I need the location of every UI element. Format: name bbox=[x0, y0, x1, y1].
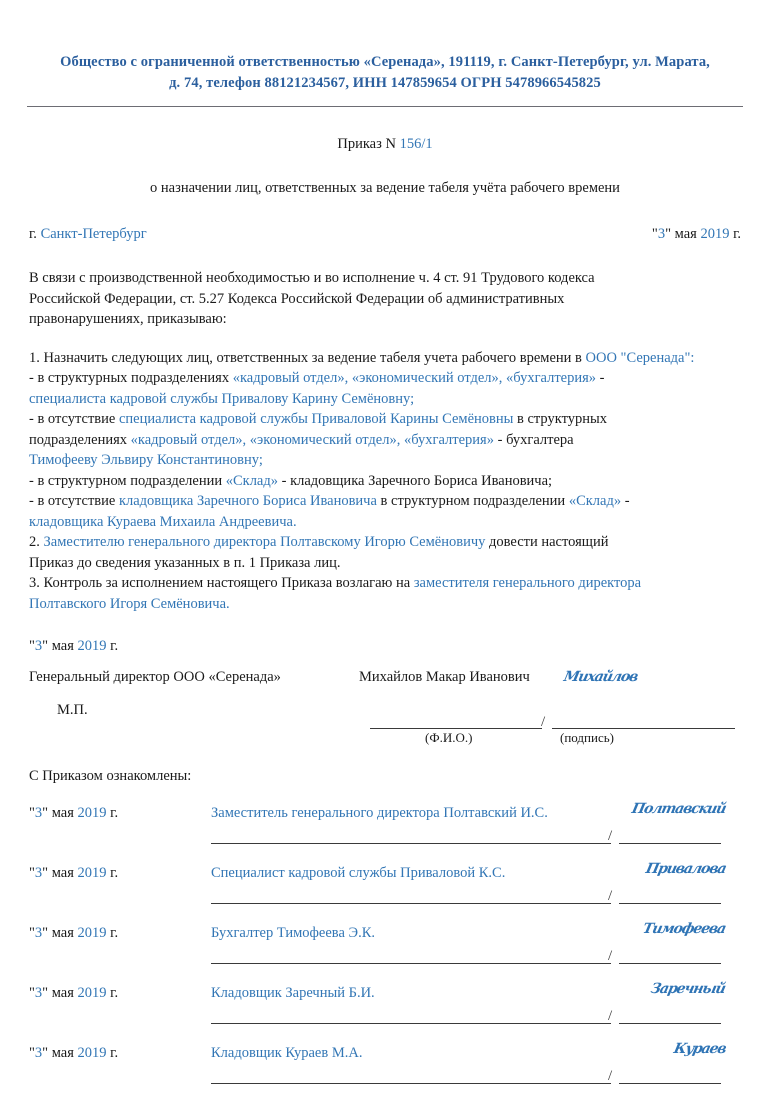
fio-caption: (Ф.И.О.) bbox=[425, 730, 473, 745]
clause-3-departments: «кадровый отдел», «экономический отдел», «бухгалтерия» bbox=[130, 431, 494, 448]
ack-name-line bbox=[211, 1023, 611, 1024]
clause-2-line-2: специалиста кадровой службы Привалову Карину Семёновну; bbox=[29, 390, 415, 407]
clause-6-suffix: довести настоящий bbox=[485, 534, 609, 550]
clause-2-line-1 bbox=[29, 368, 741, 389]
document-date bbox=[652, 226, 741, 243]
clause-3-suffix: в структурных bbox=[513, 411, 607, 427]
sig-date-quote-close: " bbox=[42, 638, 52, 654]
ack-person-name: Заместитель генерального директора Полтавский И.С. bbox=[211, 805, 548, 821]
ack-signature-script: Полтавский bbox=[630, 801, 727, 817]
ack-person-name: Специалист кадровой службы Приваловой К.С. bbox=[211, 865, 506, 881]
clause-4-department: «Склад» bbox=[225, 472, 278, 489]
separator-slash: / bbox=[541, 714, 546, 730]
ack-date-quote-open: " bbox=[29, 925, 35, 941]
ack-date-year: 2019 bbox=[77, 1045, 107, 1061]
acknowledgement-row bbox=[25, 1041, 745, 1101]
ack-name-line bbox=[211, 963, 611, 964]
organization-header-line-1: Общество с ограниченной ответственностью «Серенада», 191119, г. Санкт-Петербург, ул. Марата, bbox=[60, 54, 710, 70]
clause-2-dash: - bbox=[596, 370, 605, 386]
clause-5-dash: - bbox=[621, 493, 630, 509]
date-month: мая bbox=[674, 226, 701, 242]
order-label: Приказ N bbox=[337, 136, 400, 152]
ack-date-day: 3 bbox=[34, 1045, 43, 1061]
ack-date-quote-close: " bbox=[42, 925, 52, 941]
ack-date-suffix: г. bbox=[106, 805, 119, 821]
ack-person-name: Кладовщик Кураев М.А. bbox=[211, 1045, 363, 1061]
clause-1-text: 1. Назначить следующих лиц, ответственных за ведение табеля учета рабочего времени в bbox=[29, 349, 586, 366]
ack-date bbox=[29, 865, 118, 882]
stamp-and-signature-lines bbox=[25, 702, 745, 748]
ack-signature-line bbox=[619, 843, 721, 844]
clause-2-prefix: - в структурных подразделениях bbox=[29, 370, 233, 386]
order-number: 156/1 bbox=[399, 136, 433, 152]
ack-date bbox=[29, 805, 118, 822]
clause-4-line-1 bbox=[29, 471, 741, 492]
ack-date-month: мая bbox=[51, 805, 78, 821]
clause-2-departments: «кадровый отдел», «экономический отдел», «бухгалтерия» bbox=[232, 370, 597, 386]
signature-line bbox=[552, 728, 735, 729]
clause-3-line-3: Тимофееву Эльвиру Константиновну; bbox=[29, 452, 263, 468]
clause-6-line-2: Приказ до сведения указанных в п. 1 Приказа лиц. bbox=[29, 554, 341, 571]
stamp-label: М.П. bbox=[57, 702, 88, 718]
ack-date-suffix: г. bbox=[106, 1045, 119, 1061]
clause-1-line-1 bbox=[29, 348, 741, 369]
clause-3-role: - бухгалтера bbox=[493, 431, 574, 448]
acknowledgement-row bbox=[25, 801, 745, 861]
ack-person-name: Кладовщик Заречный Б.И. bbox=[211, 985, 375, 1001]
ack-name-line bbox=[211, 1083, 611, 1084]
sig-date-day: 3 bbox=[34, 638, 43, 654]
ack-date-suffix: г. bbox=[106, 985, 119, 1001]
document-subtitle: о назначении лиц, ответственных за ведение табеля учёта рабочего времени bbox=[150, 180, 620, 196]
clause-7-role: заместителя генерального директора bbox=[413, 575, 642, 591]
clause-5-prefix: - в отсутствие bbox=[29, 493, 119, 509]
clause-5-person: кладовщика Заречного Бориса Ивановича bbox=[118, 493, 377, 509]
ack-signature-line bbox=[619, 1083, 721, 1084]
director-title: Генеральный директор ООО «Серенада» bbox=[29, 669, 281, 685]
ack-name-line bbox=[211, 843, 611, 844]
preamble-line-1: В связи с производственной необходимостью и во исполнение ч. 4 ст. 91 Трудового кодекса bbox=[29, 270, 595, 286]
ack-signature-script: Тимофеева bbox=[641, 921, 727, 937]
ack-signature-line bbox=[619, 903, 721, 904]
ack-signature-script: Заречный bbox=[649, 981, 727, 997]
director-signature-row bbox=[25, 669, 745, 686]
acknowledgement-row bbox=[25, 921, 745, 981]
ack-person-name: Бухгалтер Тимофеева Э.К. bbox=[211, 925, 376, 941]
clause-3-prefix: - в отсутствие bbox=[29, 411, 119, 427]
clause-6-person: Заместителю генерального директора Полтавскому Игорю Семёновичу bbox=[43, 534, 486, 550]
preamble-line-2: Российской Федерации, ст. 5.27 Кодекса Российской Федерации об административных bbox=[29, 290, 565, 307]
sig-date-quote-open: " bbox=[29, 638, 35, 654]
signature-line-group bbox=[370, 716, 735, 748]
ack-signature-line bbox=[619, 963, 721, 964]
ack-signature-script: Привалова bbox=[643, 861, 727, 877]
ack-date-day: 3 bbox=[34, 805, 43, 821]
ack-date-suffix: г. bbox=[106, 865, 119, 881]
ack-date-year: 2019 bbox=[77, 805, 107, 821]
clause-4-person: - кладовщика Заречного Бориса Ивановича; bbox=[278, 472, 553, 489]
date-quote-open: " bbox=[651, 226, 658, 242]
clause-5-line-2: кладовщика Кураева Михаила Андреевича. bbox=[29, 513, 297, 530]
sig-date-year: 2019 bbox=[77, 638, 107, 654]
signature-caption: (подпись) bbox=[560, 730, 614, 745]
clause-6-line-1 bbox=[29, 532, 741, 553]
header-divider bbox=[27, 106, 743, 107]
ack-date bbox=[29, 985, 118, 1002]
clause-6-number: 2. bbox=[29, 534, 44, 550]
acknowledgement-row bbox=[25, 981, 745, 1041]
ack-date-month: мая bbox=[51, 865, 78, 881]
date-suffix: г. bbox=[729, 226, 741, 242]
clause-1-company: ООО "Серенада": bbox=[585, 349, 695, 366]
acknowledgement-heading: С Приказом ознакомлены: bbox=[29, 768, 192, 784]
acknowledgement-row bbox=[25, 861, 745, 921]
sig-date-month: мая bbox=[51, 638, 78, 654]
ack-signature-script: Кураев bbox=[671, 1041, 727, 1057]
clause-5-department: «Склад» bbox=[568, 493, 622, 509]
organization-header-line-2: д. 74, телефон 88121234567, ИНН 147859654 ОГРН 5478966545825 bbox=[169, 75, 601, 91]
city-field bbox=[29, 226, 147, 243]
organization-header bbox=[25, 0, 745, 94]
acknowledgement-list bbox=[25, 801, 745, 1101]
clause-5-line-1 bbox=[29, 491, 741, 512]
ack-date-month: мая bbox=[51, 925, 78, 941]
ack-date-year: 2019 bbox=[77, 865, 107, 881]
ack-date-quote-close: " bbox=[42, 985, 52, 1001]
ack-date-quote-open: " bbox=[29, 805, 35, 821]
clause-7-line-1 bbox=[29, 573, 741, 594]
ack-date-year: 2019 bbox=[77, 925, 107, 941]
signature-date bbox=[25, 638, 745, 655]
city-date-row bbox=[25, 226, 745, 243]
clause-7-line-2: Полтавского Игоря Семёновича. bbox=[29, 595, 230, 612]
ack-date-quote-close: " bbox=[42, 1045, 52, 1061]
city-value: Санкт-Петербург bbox=[40, 226, 147, 242]
ack-name-line bbox=[211, 903, 611, 904]
ack-date-quote-open: " bbox=[29, 1045, 35, 1061]
fio-line bbox=[370, 728, 542, 729]
ack-date-month: мая bbox=[51, 1045, 78, 1061]
page-title bbox=[25, 134, 745, 154]
ack-separator-slash: / bbox=[608, 948, 613, 964]
ack-date-month: мая bbox=[51, 985, 78, 1001]
ack-date bbox=[29, 1045, 118, 1062]
ack-date-quote-open: " bbox=[29, 865, 35, 881]
clause-4-prefix: - в структурном подразделении bbox=[29, 472, 226, 489]
clause-3-line-1 bbox=[29, 409, 741, 430]
document-body bbox=[25, 268, 745, 614]
clause-3-line-2 bbox=[29, 430, 741, 451]
ack-separator-slash: / bbox=[608, 888, 613, 904]
ack-date-quote-close: " bbox=[42, 865, 52, 881]
ack-date-suffix: г. bbox=[106, 925, 119, 941]
ack-date bbox=[29, 925, 118, 942]
clause-5-middle: в структурном подразделении bbox=[376, 493, 569, 509]
ack-date-day: 3 bbox=[34, 925, 43, 941]
ack-signature-line bbox=[619, 1023, 721, 1024]
clause-7-prefix: 3. Контроль за исполнением настоящего Приказа возлагаю на bbox=[29, 575, 414, 591]
ack-date-day: 3 bbox=[34, 865, 43, 881]
date-year: 2019 bbox=[700, 226, 730, 242]
city-prefix: г. bbox=[29, 226, 41, 242]
clause-3-person: специалиста кадровой службы Приваловой Карины Семёновны bbox=[118, 411, 514, 427]
director-signature-script: Михайлов bbox=[562, 669, 639, 685]
ack-date-year: 2019 bbox=[77, 985, 107, 1001]
preamble-line-3: правонарушениях, приказываю: bbox=[29, 311, 227, 327]
ack-date-quote-open: " bbox=[29, 985, 35, 1001]
date-quote-close: " bbox=[665, 226, 675, 242]
ack-separator-slash: / bbox=[608, 1008, 613, 1024]
clause-3-dept-prefix: подразделениях bbox=[29, 431, 131, 448]
director-name: Михайлов Макар Иванович bbox=[359, 669, 530, 685]
ack-separator-slash: / bbox=[608, 828, 613, 844]
date-day: 3 bbox=[657, 226, 666, 242]
ack-separator-slash: / bbox=[608, 1068, 613, 1084]
ack-date-day: 3 bbox=[34, 985, 43, 1001]
sig-date-suffix: г. bbox=[106, 638, 119, 654]
ack-date-quote-close: " bbox=[42, 805, 52, 821]
